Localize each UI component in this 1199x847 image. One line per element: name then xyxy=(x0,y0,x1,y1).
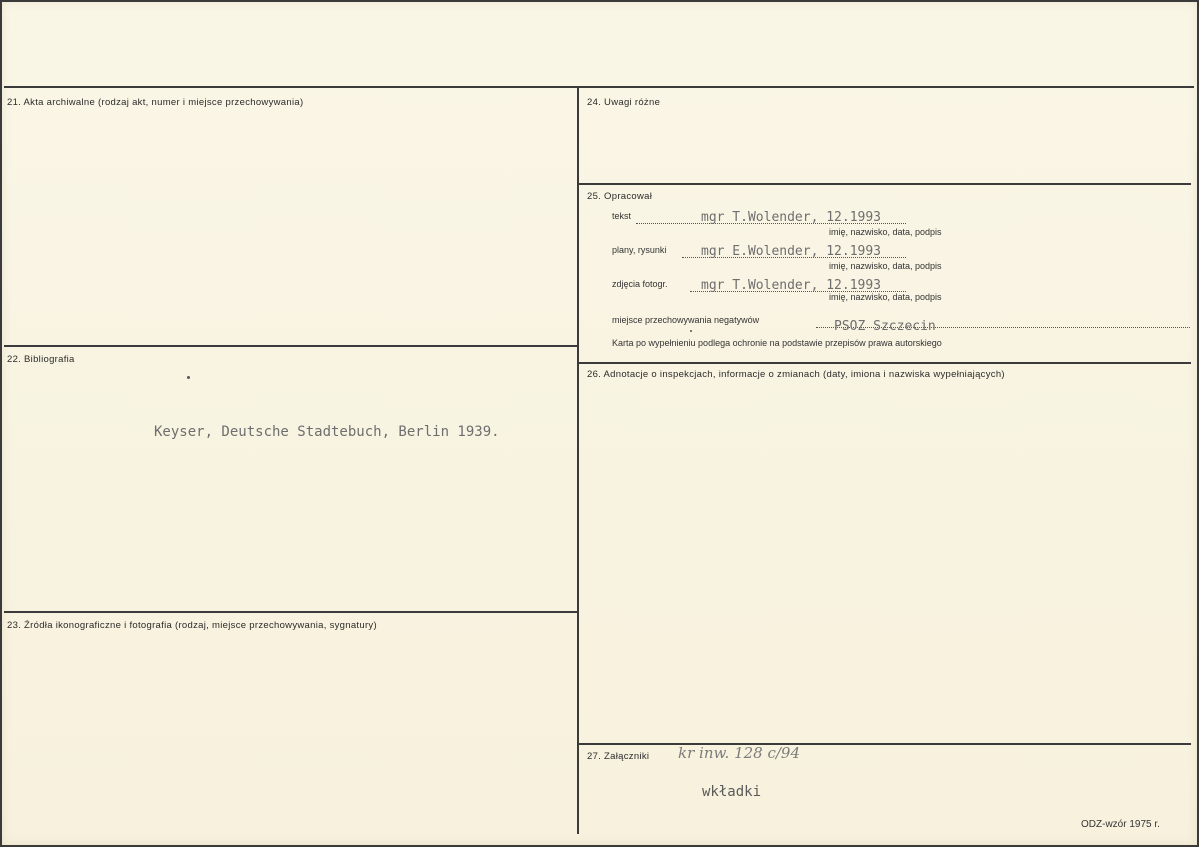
row-plans-value: mgr E.Wolender, 12.1993 xyxy=(701,244,882,259)
rule-25 xyxy=(578,183,1191,185)
row-photos-hint: imię, nazwisko, data, podpis xyxy=(829,292,942,302)
ink-speck xyxy=(187,376,190,379)
row-text-label: tekst xyxy=(612,211,632,221)
center-divider xyxy=(577,86,579,834)
row-photos-value: mgr T.Wolender, 12.1993 xyxy=(701,278,882,293)
section-21-label: 21. Akta archiwalne (rodzaj akt, numer i miejsce przechowywania) xyxy=(7,97,304,108)
section-22-label: 22. Bibliografia xyxy=(7,354,75,365)
inventory-note-handwritten: kr inw. 128 c/94 xyxy=(678,744,801,762)
row-photos-label: zdjęcia fotogr. xyxy=(612,279,668,289)
row-plans-label: plany, rysunki xyxy=(612,245,667,255)
section-24-label: 24. Uwagi różne xyxy=(587,97,661,108)
row-plans-hint: imię, nazwisko, data, podpis xyxy=(829,261,942,271)
form-code: ODZ-wzór 1975 r. xyxy=(1081,819,1160,830)
attachments-value: wkładki xyxy=(702,784,762,800)
bibliography-entry: Keyser, Deutsche Stadtebuch, Berlin 1939. xyxy=(154,424,500,440)
section-26-label: 26. Adnotacje o inspekcjach, informacje o zmianach (daty, imiona i nazwiska wypełniających) xyxy=(587,369,1005,380)
row-text-value: mgr T.Wolender, 12.1993 xyxy=(701,210,882,225)
negatives-value: PSOZ Szczecin xyxy=(834,319,936,334)
rule-23 xyxy=(4,611,578,613)
ink-speck xyxy=(690,330,692,332)
rule-26 xyxy=(578,362,1191,364)
top-rule xyxy=(4,86,1194,88)
copyright-note: Karta po wypełnieniu podlega ochronie na podstawie przepisów prawa autorskiego xyxy=(612,338,942,348)
row-text-hint: imię, nazwisko, data, podpis xyxy=(829,227,942,237)
rule-22 xyxy=(4,345,578,347)
section-23-label: 23. Źródła ikonograficzne i fotografia (rodzaj, miejsce przechowywania, sygnatury) xyxy=(7,620,377,631)
section-25-label: 25. Opracował xyxy=(587,191,653,202)
negatives-label: miejsce przechowywania negatywów xyxy=(612,315,760,325)
section-27-label: 27. Załączniki xyxy=(587,751,650,762)
rule-27 xyxy=(578,743,1191,745)
